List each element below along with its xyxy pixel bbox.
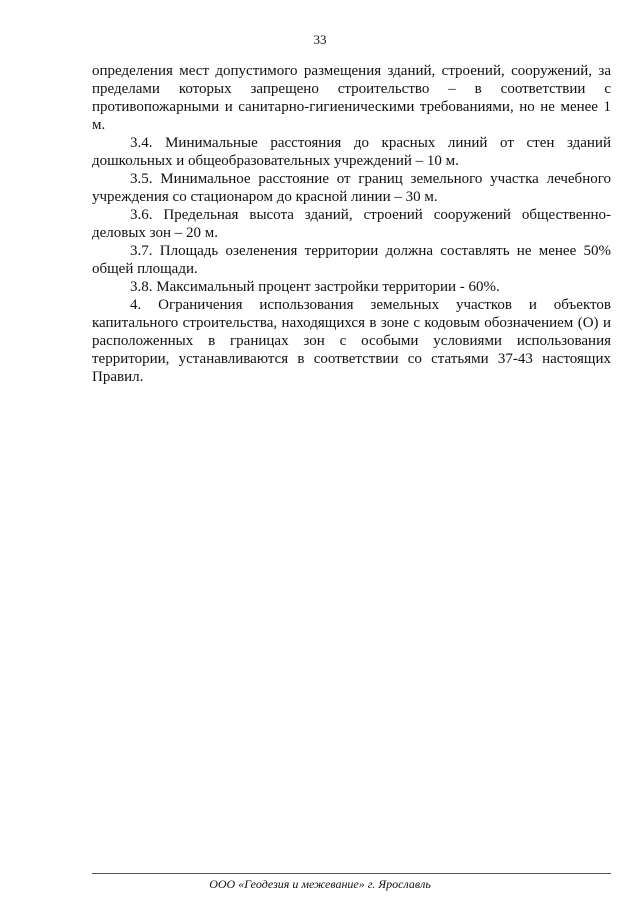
paragraph-3-6: 3.6. Предельная высота зданий, строений сооружений общественно-деловых зон – 20 м. [92, 207, 611, 241]
paragraph-continuation: определения мест допустимого размещения зданий, строений, сооружений, за пределами которых запрещено строительство – в соответствии с противопожарными и санитарно-гигиеническими требованиями, но не менее 1 м. [92, 63, 611, 133]
document-body [92, 62, 611, 386]
paragraph-3-5: 3.5. Минимальное расстояние от границ земельного участка лечебного учреждения со стационаром до красной линии – 30 м. [92, 171, 611, 205]
paragraph-3-7: 3.7. Площадь озеленения территории должна составлять не менее 50% общей площади. [92, 243, 611, 277]
paragraph-3-8: 3.8. Максимальный процент застройки территории - 60%. [130, 279, 500, 295]
footer-company: ООО «Геодезия и межевание» г. Ярославль [209, 877, 431, 891]
paragraph-4: 4. Ограничения использования земельных участков и объектов капитального строительства, находящихся в зоне с кодовым обозначением (О) и расположенных в границах зон с особыми условиями использования территории, устанавливаются в соответствии со статьями 37-43 настоящих Правил. [92, 297, 611, 385]
page-number: 33 [313, 32, 327, 47]
footer-divider [92, 873, 611, 874]
paragraph-3-4: 3.4. Минимальные расстояния до красных линий от стен зданий дошкольных и общеобразовательных учреждений – 10 м. [92, 135, 611, 169]
